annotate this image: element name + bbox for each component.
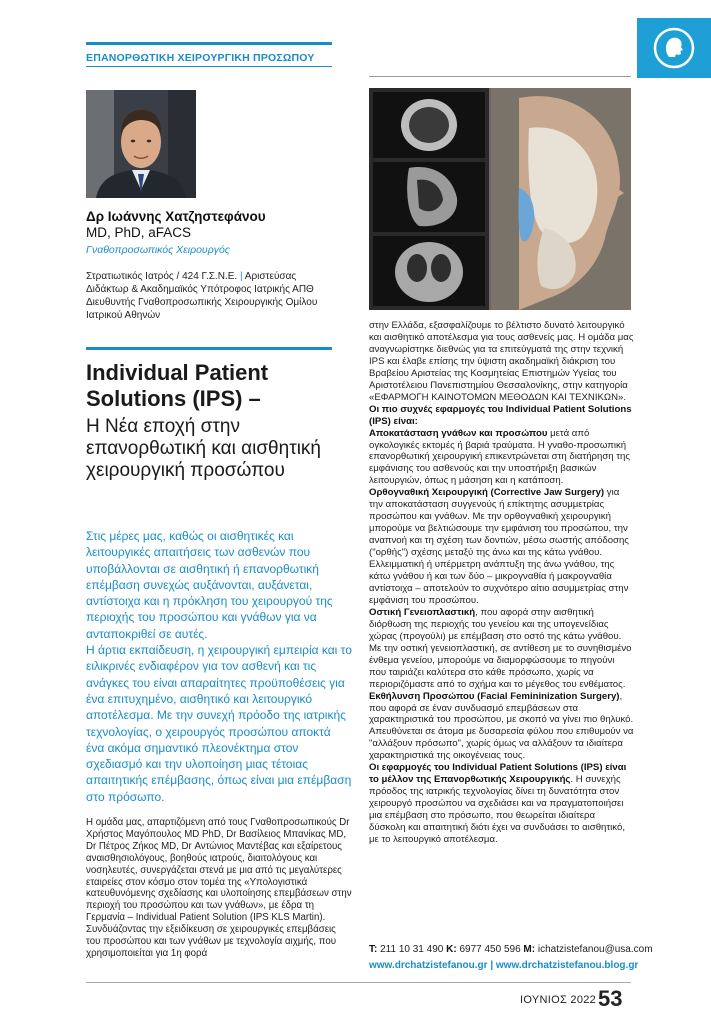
applications-heading: Οι πιο συχνές εφαρμογές του Individual Patient Solutions (IPS) είναι: [369, 403, 632, 427]
lead-paragraph-2: Η άρτια εκπαίδευση, η χειρουργική εμπειρία και το ειλικρινές ενδιαφέρον για τον ασθενή και τις ανάγκες του είναι απαραίτητες προϋποθέσεις για ένα επιτυχημένο, αισθητικό και λειτουργικό αποτέλεσμα. Με την συνεχή πρόοδο της ιατρικής τεχνολογίας, ο χειρουργός προσώπου αποκτά ένα ακόμα σημαντικό πλεονέκτημα στον σχεδιασμό και την υλοποίηση μιας τέτοιας απαιτητικής επέμβασης, όπως είναι μια επέμβαση στο πρόσωπο. [86, 643, 352, 804]
author-portrait [86, 90, 196, 198]
section-top-rule [86, 42, 332, 45]
author-role: Γναθοπροσωπικός Χειρουργός [86, 244, 230, 256]
application-item-2 [369, 487, 634, 607]
body-right-intro: στην Ελλάδα, εξασφαλίζουμε το βέλτιστο δυνατό λειτουργικό και αισθητικό αποτέλεσμα για τους ασθενείς μας. Η ομάδα μας αναγνωρίστηκε διεθνώς για τα επιτεύγματά της στην τεχνική IPS και έλαβε επίσης την ύψιστη ακαδημαϊκή διάκριση του Βραβείου Αριστείας της Κοσμητείας Επιστημών Υγείας του Αριστοτέλειου Πανεπιστημίου Θεσσαλονίκης, στην κατηγορία «ΕΦΑΡΜΟΓΗ ΚΑΙΝΟΤΟΜΩΝ ΜΕΘΟΔΩΝ ΚΑΙ ΤΕΧΝΙΚΩΝ». [369, 320, 634, 403]
title-rule [86, 347, 332, 350]
issue-date: ΙΟΥΝΙΟΣ 2022 [520, 994, 597, 1006]
email-address[interactable]: ichatzistefanou@usa.com [537, 944, 653, 955]
website-links [369, 960, 638, 971]
author-bio [86, 270, 336, 322]
contact-line [369, 944, 653, 955]
article-lead [86, 528, 352, 805]
body-text-left: Η ομάδα μας, απαρτιζόμενη από τους Γναθοπροσωπικούς Dr Χρήστος Μαγόπουλος MD PhD, Dr Βασίλειος Μπανίκας MD, Dr Πέτρος Ζήκος MD, Dr Αντώνιος Μαντέβας και εξαίρετους αναισθησιολόγους, βοηθούς ιατρούς, διαιτολόγους και νοσηλευτές, συνεργάζεται στενά με μια από τις μεγαλύτερες εταιρείες στον κόσμο στον τομέα της «Υπολογιστικά κατευθυνόμενης σχεδίασης και υλοποίησης επεμβάσεων στην περιοχή του προσώπου και των γνάθων», με έδρα τη Γερμανία – Individual Patient Solution (IPS KLS Martin). Συνδυάζοντας την εξειδίκευση σε χειρουργικές επεμβάσεις του προσώπου και των γνάθων με τεχνολογία αιχμής, που χρησιμοποιείται για 1η φορά [86, 817, 352, 959]
footer-rule [86, 982, 631, 983]
body-text-right [369, 320, 634, 846]
author-bio-part2: Αριστεύσας Διδάκτωρ & Ακαδημαϊκός Υπότροφος Ιατρικής ΑΠΘ Διευθυντής Γναθοπροσωπικής Χειρουργικής Ομίλου Ιατρικού Αθηνών [86, 271, 318, 321]
phone-number[interactable]: 211 10 31 490 [380, 944, 444, 955]
application-1-title: Αποκατάσταση γνάθων και προσώπου [369, 427, 548, 439]
application-3-text: , που αφορά στην αισθητική διόρθωση της περιοχής του γενείου και της υπογενείδιας χώρας (προγούλι) με επέμβαση στο οστό της κάτω γνάθου. Με την οστική γενειοπλαστική, σε αντίθεση με το συνηθισμένο ένθεμα γενείου, μπορούμε να διαμορφώσουμε το πηγούνι που ταιριάζει καλύτερα στο κάθε πρόσωπο, χωρίς να περιοριζόμαστε από το σχήμα και το μέγεθος του ενθέματος. [369, 606, 632, 690]
page-number: 53 [598, 986, 623, 1011]
author-name: Δρ Ιωάννης Χατζηστεφάνου [86, 209, 266, 224]
future-paragraph [369, 762, 634, 846]
mobile-label: K: [446, 944, 457, 955]
future-title: Οι εφαρμογές του Individual Patient Solutions (IPS) είναι το μέλλον της Επανορθωτικής Χειρουργικής [369, 762, 627, 786]
website-link-2[interactable]: www.drchatzistefanou.blog.gr [495, 960, 639, 971]
section-bottom-rule [86, 66, 332, 67]
author-credentials: MD, PhD, aFACS [86, 225, 192, 240]
application-item-3 [369, 607, 634, 691]
mobile-number[interactable]: 6977 450 596 [459, 944, 521, 955]
section-label: ΕΠΑΝΟΡΘΩΤΙΚΗ ΧΕΙΡΟΥΡΓΙΚΗ ΠΡΟΣΩΠΟΥ [86, 52, 315, 64]
application-4-text: , που αφορά σε έναν συνδυασμό επεμβάσεων στα χαρακτηριστικά του προσώπου, με σκοπό να γίνει πιο θηλυκό. Απευθύνεται σε άτομα με δυσαρεσία φύλου που επιθυμούν να "αλλάξουν πρόσωπο", χωρίς όμως να αλλάξουν τα ιδιαίτερα χαρακτηριστικά της οικογένειας τους. [369, 690, 634, 762]
ct-scan-figure [369, 88, 631, 310]
author-photo-image [86, 90, 196, 198]
application-2-text: για την αποκατάσταση συγγενούς ή επίκτητης ασυμμετρίας προσώπου και γνάθων. Με την ορθογναθική χειρουργική μπορούμε να βελτιώσουμε την εμφάνιση του προσώπου, την αναπνοή και τη σχέση των δοντιών, μέσω σωστής απόδοσης ("ορθής") σχέσης μεταξύ της άνω και της κάτω γνάθου. Ελλειμματική ή υπέρμετρη ανάπτυξη της άνω γνάθου, της κάτω γνάθου ή και των δύο – μικρογναθία ή μακρογναθία αντίστοιχα – αποτελούν το συχνότερο αίτιο ασυμμετρίας στην εμφάνιση του προσώπου. [369, 487, 629, 606]
article-title: Individual Patient Solutions (IPS) – [86, 360, 269, 411]
website-link-1[interactable]: www.drchatzistefanou.gr [369, 960, 488, 971]
application-3-title: Οστική Γενειοπλαστική [369, 606, 476, 618]
website-link-separator: | [490, 960, 494, 971]
email-label: M: [523, 944, 536, 955]
application-item-4 [369, 691, 634, 763]
face-profile-icon [652, 26, 696, 70]
application-4-title: Εκθήλυνση Προσώπου (Facial Femininization Surgery) [369, 690, 620, 702]
article-subtitle: Η Νέα εποχή στην επανορθωτική και αισθητική χειρουργική προσώπου [86, 416, 321, 481]
author-bio-part1: Στρατιωτικός Ιατρός / 424 Γ.Σ.Ν.Ε. [86, 271, 238, 282]
phone-label: T: [369, 944, 378, 955]
lead-paragraph-1: Στις μέρες μας, καθώς οι αισθητικές και λειτουργικές απαιτήσεις των ασθενών που υποβάλλονται σε αισθητική ή επανορθωτική επέμβαση συνεχώς αυξάνονται, αυξάνεται, αντίστοιχα και η πρόκληση του χειρουργού της περιοχής του προσώπου και γνάθων για να ανταποκριθεί σε αυτές. [86, 529, 333, 641]
application-item-1 [369, 428, 634, 488]
future-text: . Η συνεχής πρόοδος της ιατρικής τεχνολογίας δίνει τη δυνατότητα στον χειρουργό προσώπου να σχεδιάσει και να πραγματοποιήσει μια επέμβαση στο πρόσωπο, που θεωρείται ιδιαίτερα δύσκολη και απαιτητική διότι έχει να συνδυάσει το αισθητικό, με το λειτουργικό αποτέλεσμα. [369, 774, 625, 845]
ct-scan-image [369, 88, 631, 310]
application-2-title: Ορθογναθική Χειρουργική (Corrective Jaw Surgery) [369, 487, 605, 499]
image-top-rule [369, 76, 631, 77]
application-1-text: μετά από ογκολογικές εκτομές ή βαριά τραύματα. Η γναθο-προσωπική επανορθωτική χειρουργική επικεντρώνεται στη διατήρηση της εμφάνισης του ασθενούς και την υποστήριξη βασικών λειτουργιών, όπως η μάσηση και η κατάποση. [369, 427, 630, 487]
author-bio-separator: | [239, 271, 243, 282]
